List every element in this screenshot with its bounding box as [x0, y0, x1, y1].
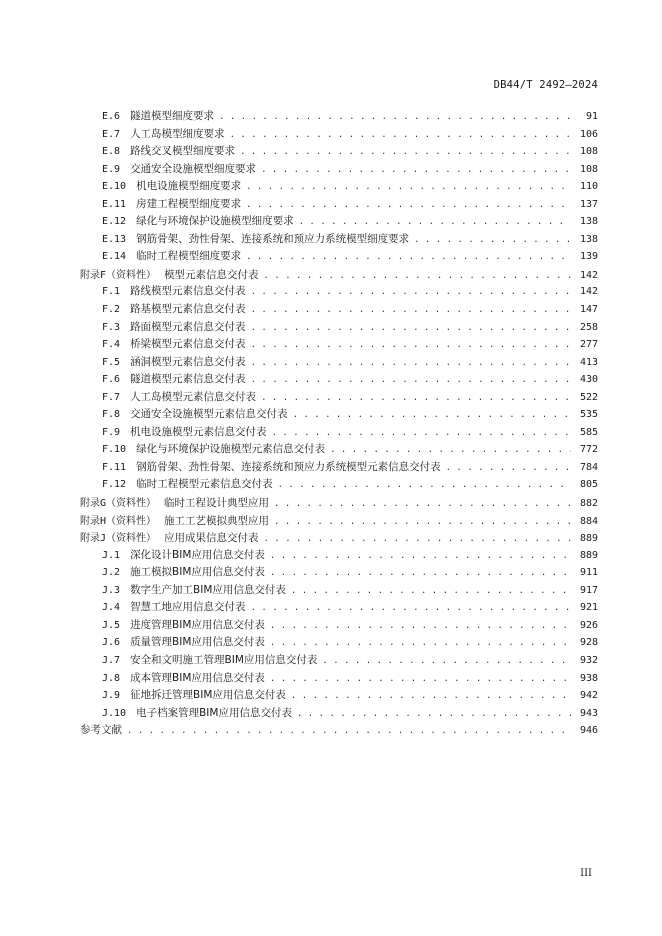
toc-entry-page: 138 — [579, 216, 598, 228]
toc-entry[interactable] — [80, 652, 598, 670]
toc-entry-number: J.6 — [102, 637, 121, 649]
toc-leader-dots — [127, 726, 571, 736]
toc-entry-page: 110 — [579, 181, 598, 193]
toc-entry-page: 108 — [579, 163, 598, 175]
toc-leader-dots — [297, 709, 571, 719]
toc-leader-dots — [261, 165, 571, 175]
toc-leader-dots — [270, 568, 571, 578]
toc-entry[interactable] — [80, 354, 598, 372]
toc-entry-page: 784 — [579, 461, 598, 473]
toc-entry[interactable] — [80, 213, 598, 231]
toc-entry-number: J.10 — [102, 707, 127, 719]
table-of-contents — [80, 108, 598, 740]
toc-entry[interactable] — [80, 143, 598, 161]
toc-leader-dots — [251, 323, 571, 333]
toc-entry-page: 889 — [579, 549, 598, 561]
toc-entry-page: 926 — [579, 619, 598, 631]
toc-entry-page: 805 — [579, 479, 598, 491]
toc-entry-page: 932 — [579, 654, 598, 666]
toc-entry-page: 277 — [579, 339, 598, 351]
toc-entry-page: 772 — [579, 444, 598, 456]
toc-entry-page: 137 — [579, 198, 598, 210]
toc-entry[interactable] — [80, 529, 598, 547]
toc-entry[interactable] — [80, 161, 598, 179]
toc-entry-title: 钢筋骨架、劲性骨架、连接系统和预应力系统模型元素信息交付表 — [136, 460, 441, 473]
toc-entry[interactable] — [80, 634, 598, 652]
toc-leader-dots — [322, 656, 571, 666]
toc-entry-number: E.8 — [102, 146, 121, 158]
toc-entry[interactable] — [80, 389, 598, 407]
page-number: III — [580, 868, 592, 879]
toc-entry-page: 430 — [579, 374, 598, 386]
toc-entry-page: 882 — [579, 498, 598, 510]
toc-entry-number: J.1 — [102, 549, 121, 561]
toc-leader-dots — [251, 603, 571, 613]
toc-leader-dots — [299, 217, 571, 227]
toc-entry-title: 桥梁模型元素信息交付表 — [130, 338, 246, 351]
toc-entry-title: 交通安全设施模型元素信息交付表 — [130, 408, 288, 421]
toc-entry[interactable] — [80, 582, 598, 600]
toc-entry[interactable] — [80, 231, 598, 249]
toc-entry-number: J.7 — [102, 654, 121, 666]
toc-entry[interactable] — [80, 424, 598, 442]
toc-entry-title: 隧道模型细度要求 — [130, 110, 215, 122]
toc-entry-title: 参考文献 — [80, 724, 122, 737]
toc-entry-number: E.10 — [102, 181, 127, 193]
toc-leader-dots — [219, 112, 571, 122]
toc-entry-number: 附录G（资料性） — [80, 498, 157, 510]
toc-entry[interactable] — [80, 599, 598, 617]
toc-entry-page: 535 — [579, 409, 598, 421]
toc-leader-dots — [240, 147, 571, 157]
toc-entry-page: 921 — [579, 602, 598, 614]
toc-leader-dots — [264, 271, 571, 281]
toc-leader-dots — [414, 235, 571, 245]
toc-entry[interactable] — [80, 283, 598, 301]
toc-entry[interactable] — [80, 126, 598, 144]
toc-entry[interactable] — [80, 476, 598, 494]
toc-entry-page: 108 — [579, 146, 598, 158]
toc-entry-title: 征地拆迁管理BIM应用信息交付表 — [130, 689, 286, 702]
toc-leader-dots — [246, 252, 571, 262]
toc-entry-title: 模型元素信息交付表 — [164, 268, 259, 281]
toc-entry-page: 942 — [579, 690, 598, 702]
toc-entry-title: 隧道模型元素信息交付表 — [130, 373, 246, 386]
toc-entry-number: F.9 — [102, 426, 121, 438]
toc-entry-page: 106 — [579, 128, 598, 140]
toc-entry-number: J.3 — [102, 584, 121, 596]
toc-entry-page: 928 — [579, 637, 598, 649]
toc-entry-title: 安全和文明施工管理BIM应用信息交付表 — [130, 653, 318, 666]
toc-entry[interactable] — [80, 406, 598, 424]
toc-entry-number: E.9 — [102, 163, 121, 175]
toc-entry-page: 911 — [579, 567, 598, 579]
toc-entry-page: 585 — [579, 426, 598, 438]
toc-entry-title: 机电设施模型细度要求 — [136, 180, 242, 193]
toc-leader-dots — [274, 517, 571, 527]
toc-entry-page: 139 — [579, 251, 598, 263]
toc-leader-dots — [270, 551, 571, 561]
toc-leader-dots — [246, 200, 571, 210]
toc-entry[interactable] — [80, 512, 598, 530]
toc-entry-title: 临时工程模型细度要求 — [136, 250, 242, 263]
toc-leader-dots — [251, 287, 571, 297]
toc-entry-number: F.6 — [102, 374, 121, 386]
toc-entry-page: 91 — [585, 111, 598, 122]
toc-entry-page: 142 — [579, 269, 598, 281]
toc-leader-dots — [330, 445, 571, 455]
toc-leader-dots — [446, 463, 571, 473]
toc-leader-dots — [270, 638, 571, 648]
toc-entry-page: 889 — [579, 533, 598, 545]
toc-entry-title: 路线交叉模型细度要求 — [130, 145, 236, 158]
toc-entry[interactable] — [80, 266, 598, 284]
toc-entry[interactable] — [80, 178, 598, 196]
toc-entry[interactable] — [80, 705, 598, 723]
toc-entry-page: 522 — [579, 391, 598, 403]
toc-entry-title: 人工岛模型元素信息交付表 — [130, 390, 257, 403]
toc-entry-number: 附录F（资料性） — [80, 269, 157, 281]
toc-leader-dots — [291, 586, 571, 596]
toc-entry-number: 附录J（资料性） — [80, 533, 157, 545]
toc-entry-page: 413 — [579, 356, 598, 368]
toc-leader-dots — [261, 393, 571, 403]
toc-leader-dots — [246, 182, 571, 192]
toc-entry-title: 临时工程模型元素信息交付表 — [136, 478, 273, 491]
toc-entry-title: 临时工程设计典型应用 — [164, 497, 270, 510]
toc-entry-title: 进度管理BIM应用信息交付表 — [130, 618, 265, 631]
toc-entry-number: F.8 — [102, 409, 121, 421]
toc-entry-number: E.11 — [102, 198, 127, 210]
toc-entry-page: 917 — [579, 584, 598, 596]
toc-entry-number: F.11 — [102, 461, 127, 473]
toc-entry-title: 路基模型元素信息交付表 — [130, 303, 246, 316]
toc-entry-number: F.1 — [102, 286, 121, 298]
toc-leader-dots — [272, 428, 571, 438]
toc-leader-dots — [251, 340, 571, 350]
document-code: DB44/T 2492—2024 — [493, 79, 598, 91]
toc-entry[interactable] — [80, 670, 598, 688]
toc-entry-title: 交通安全设施模型细度要求 — [130, 162, 257, 175]
toc-entry-title: 机电设施模型元素信息交付表 — [130, 425, 267, 438]
toc-entry[interactable] — [80, 301, 598, 319]
toc-entry[interactable] — [80, 248, 598, 266]
toc-entry[interactable] — [80, 687, 598, 705]
toc-leader-dots — [270, 621, 571, 631]
toc-entry[interactable] — [80, 459, 598, 477]
toc-leader-dots — [230, 130, 571, 140]
toc-entry-number: 附录H（资料性） — [80, 515, 157, 527]
toc-entry-title: 涵洞模型元素信息交付表 — [130, 355, 246, 368]
toc-entry-number: J.2 — [102, 567, 121, 579]
toc-entry[interactable] — [80, 494, 598, 512]
toc-entry-title: 绿化与环境保护设施模型元素信息交付表 — [136, 443, 326, 456]
toc-entry[interactable] — [80, 336, 598, 354]
toc-entry[interactable] — [80, 371, 598, 389]
toc-leader-dots — [251, 305, 571, 315]
toc-entry-number: E.13 — [102, 233, 127, 245]
toc-entry[interactable] — [80, 564, 598, 582]
toc-entry[interactable] — [80, 617, 598, 635]
toc-entry-page: 943 — [579, 707, 598, 719]
toc-entry-title: 质量管理BIM应用信息交付表 — [130, 636, 265, 649]
toc-entry-title: 数字生产加工BIM应用信息交付表 — [130, 583, 286, 596]
toc-leader-dots — [251, 358, 571, 368]
toc-entry-number: E.6 — [102, 111, 121, 122]
toc-entry-title: 成本管理BIM应用信息交付表 — [130, 671, 265, 684]
toc-entry[interactable] — [80, 441, 598, 459]
toc-leader-dots — [251, 375, 571, 385]
toc-entry-number: J.9 — [102, 690, 121, 702]
toc-entry[interactable] — [80, 108, 598, 126]
toc-entry-title: 施工模拟BIM应用信息交付表 — [130, 566, 265, 579]
toc-entry-title: 应用成果信息交付表 — [164, 532, 259, 545]
toc-entry-page: 938 — [579, 672, 598, 684]
toc-entry-page: 147 — [579, 304, 598, 316]
toc-entry-title: 智慧工地应用信息交付表 — [130, 601, 246, 614]
toc-leader-dots — [291, 691, 571, 701]
toc-entry-title: 房建工程模型细度要求 — [136, 197, 242, 210]
toc-entry-number: J.4 — [102, 602, 121, 614]
toc-leader-dots — [274, 499, 571, 509]
toc-entry-number: F.7 — [102, 391, 121, 403]
toc-entry-number: F.4 — [102, 339, 121, 351]
toc-entry-page: 138 — [579, 233, 598, 245]
toc-entry-number: E.14 — [102, 251, 127, 263]
toc-entry-number: J.5 — [102, 619, 121, 631]
toc-entry[interactable] — [80, 547, 598, 565]
toc-entry-title: 路面模型元素信息交付表 — [130, 320, 246, 333]
toc-entry-title: 绿化与环境保护设施模型细度要求 — [136, 215, 294, 228]
toc-entry[interactable] — [80, 196, 598, 214]
toc-entry-number: F.12 — [102, 479, 127, 491]
toc-entry-page: 258 — [579, 321, 598, 333]
toc-entry-title: 深化设计BIM应用信息交付表 — [130, 548, 265, 561]
toc-entry-number: F.5 — [102, 356, 121, 368]
toc-entry-title: 钢筋骨架、劲性骨架、连接系统和预应力系统模型细度要求 — [136, 232, 410, 245]
toc-entry-number: F.2 — [102, 304, 121, 316]
toc-entry-number: F.3 — [102, 321, 121, 333]
toc-leader-dots — [264, 534, 571, 544]
toc-entry-page: 946 — [579, 725, 598, 737]
toc-entry-page: 884 — [579, 515, 598, 527]
toc-entry-title: 人工岛模型细度要求 — [130, 127, 225, 140]
toc-entry-number: E.7 — [102, 128, 121, 140]
toc-entry-title: 路线模型元素信息交付表 — [130, 285, 246, 298]
toc-entry-title: 施工工艺模拟典型应用 — [164, 514, 270, 527]
toc-entry-title: 电子档案管理BIM应用信息交付表 — [136, 706, 292, 719]
toc-entry-number: E.12 — [102, 216, 127, 228]
toc-entry-number: F.10 — [102, 444, 127, 456]
toc-leader-dots — [293, 410, 571, 420]
toc-entry-number: J.8 — [102, 672, 121, 684]
toc-entry[interactable] — [80, 722, 598, 740]
toc-entry[interactable] — [80, 319, 598, 337]
toc-leader-dots — [278, 480, 571, 490]
toc-leader-dots — [270, 674, 571, 684]
toc-entry-page: 142 — [579, 286, 598, 298]
